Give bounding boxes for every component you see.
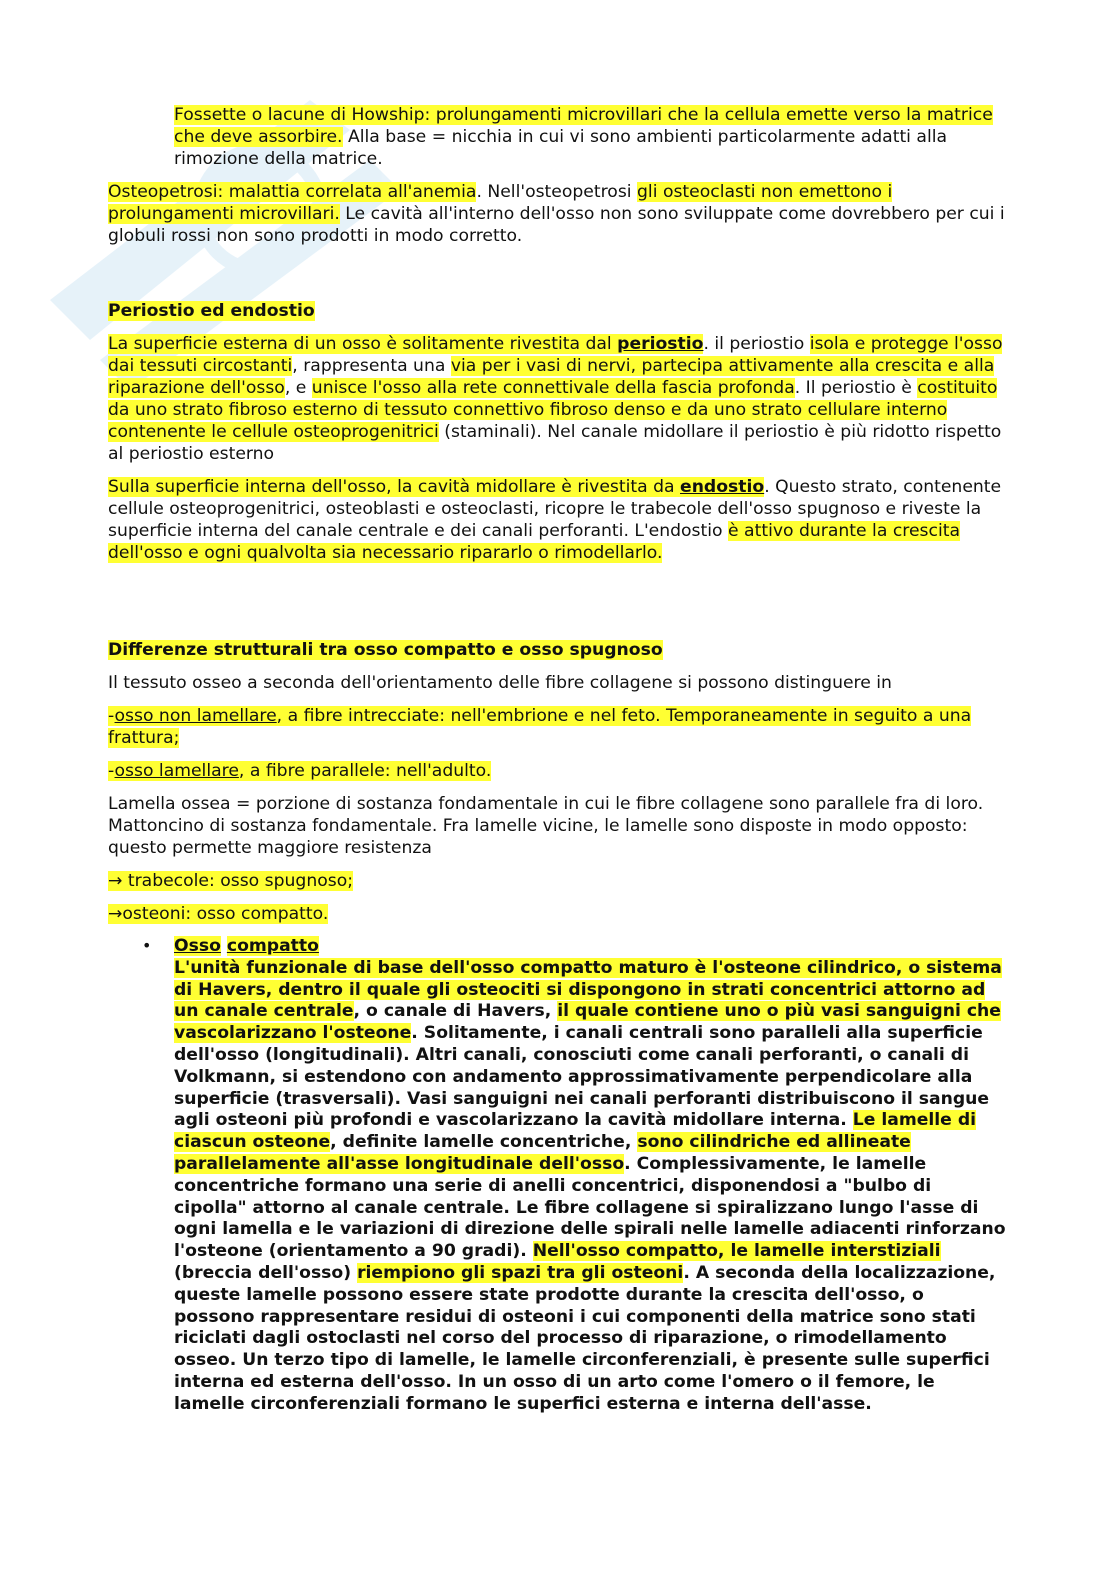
section-heading-differenze: Differenze strutturali tra osso compatto e osso spugnoso bbox=[108, 640, 663, 660]
osso-lamellare-item: -osso lamellare, a fibre parallele: nell'adulto. bbox=[108, 761, 492, 781]
endostio-paragraph: Sulla superficie interna dell'osso, la cavità midollare è rivestita da endostio. Questo strato, contenente cellule osteoprogenitrici, osteoblasti e osteoclasti, ricopre le trabecole dell'osso spugnoso e riveste la superficie interna del canale centrale e dei canali perforanti. L'endostio è attivo durante la crescita dell'osso e ogni qualvolta sia necessario ripararlo o rimodellarlo. bbox=[108, 477, 1002, 563]
document-page bbox=[108, 104, 1008, 1416]
tessuto-osseo-intro: Il tessuto osseo a seconda dell'orientamento delle fibre collagene si possono distinguere in bbox=[108, 673, 892, 693]
osso-compatto-title: Osso compatto bbox=[174, 936, 319, 956]
periostio-paragraph: La superficie esterna di un osso è solitamente rivestita dal periostio. il periostio isola e protegge l'osso dai tessuti circostanti, rappresenta una via per i vasi di nervi, partecipa attivamente alla crescita e alla riparazione dell'osso, e unisce l'osso alla rete connettivale della fascia profonda. Il periostio è costituito da uno strato fibroso esterno di tessuto connettivo fibroso denso e da uno strato cellulare interno contenente le cellule osteoprogenitrici (staminali). Nel canale midollare il periostio è più ridotto rispetto al periostio esterno bbox=[108, 334, 1003, 464]
osso-non-lamellare-item: -osso non lamellare, a fibre intrecciate: nell'embrione e nel feto. Temporaneamente in seguito a una frattura; bbox=[108, 706, 972, 748]
trabecole-item: → trabecole: osso spugnoso; bbox=[108, 871, 353, 891]
osteoni-item: →osteoni: osso compatto. bbox=[108, 904, 329, 924]
osso-compatto-text: L'unità funzionale di base dell'osso compatto maturo è l'osteone cilindrico, o sistema di Havers, dentro il quale gli osteociti si dispongono in strati concentrici attorno ad un canale centrale, o canale di Havers, il quale contiene uno o più vasi sanguigni che vascolarizzano l'osteone. Solitamente, i canali centrali sono paralleli alla superficie dell'osso (longitudinali). Altri canali, conosciuti come canali perforanti, o canali di Volkmann, si estendono con andamento approssimativamente perpendicolare alla superficie (trasversali). Vasi sanguigni nei canali perforanti distribuiscono il sangue agli osteoni più profondi e vascolarizzano la cavità midollare interna. Le lamelle di ciascun osteone, definite lamelle concentriche, sono cilindriche ed allineate parallelamente all'asse longitudinale dell'osso. Complessivamente, le lamelle concentriche formano una serie di anelli concentrici, disponendosi a "bulbo di cipolla" attorno al canale centrale. Le fibre collagene si spiralizzano lungo l'asse di ogni lamella e le variazioni di direzione delle spirali nelle lamelle adiacenti rinforzano l'osteone (orientamento a 90 gradi). Nell'osso compatto, le lamelle interstiziali (breccia dell'osso) riempiono gli spazi tra gli osteoni. A seconda della localizzazione, queste lamelle possono essere state prodotte durante la crescita dell'osso, o possono rappresentare residui di osteoni i cui componenti della matrice sono stati riciclati dagli ostoclasti nel corso del processo di riparazione, o rimodellamento osseo. Un terzo tipo di lamelle, le lamelle circonferenziali, è presente sulle superfici interna ed esterna dell'osso. In un osso di un arto come l'omero o il femore, le lamelle circonferenziali formano le superfici esterna e interna dell'asse. bbox=[174, 957, 1006, 1414]
osteopetrosi-paragraph: Osteopetrosi: malattia correlata all'anemia. Nell'osteopetrosi gli osteoclasti non emettono i prolungamenti microvillari. Le cavità all'interno dell'osso non sono sviluppate come dovrebbero per cui i globuli rossi non sono prodotti in modo corretto. bbox=[108, 182, 1005, 246]
bullet-icon: • bbox=[142, 936, 152, 955]
section-heading-periostio: Periostio ed endostio bbox=[108, 301, 315, 321]
osso-compatto-bullet bbox=[142, 936, 1008, 1416]
howship-paragraph: Fossette o lacune di Howship: prolungamenti microvillari che la cellula emette verso la matrice che deve assorbire. Alla base = nicchia in cui vi sono ambienti particolarmente adatti alla rimozione della matrice. bbox=[174, 105, 993, 169]
lamella-ossea-paragraph: Lamella ossea = porzione di sostanza fondamentale in cui le fibre collagene sono parallele fra di loro. Mattoncino di sostanza fondamentale. Fra lamelle vicine, le lamelle sono disposte in modo opposto: questo permette maggiore resistenza bbox=[108, 794, 984, 858]
